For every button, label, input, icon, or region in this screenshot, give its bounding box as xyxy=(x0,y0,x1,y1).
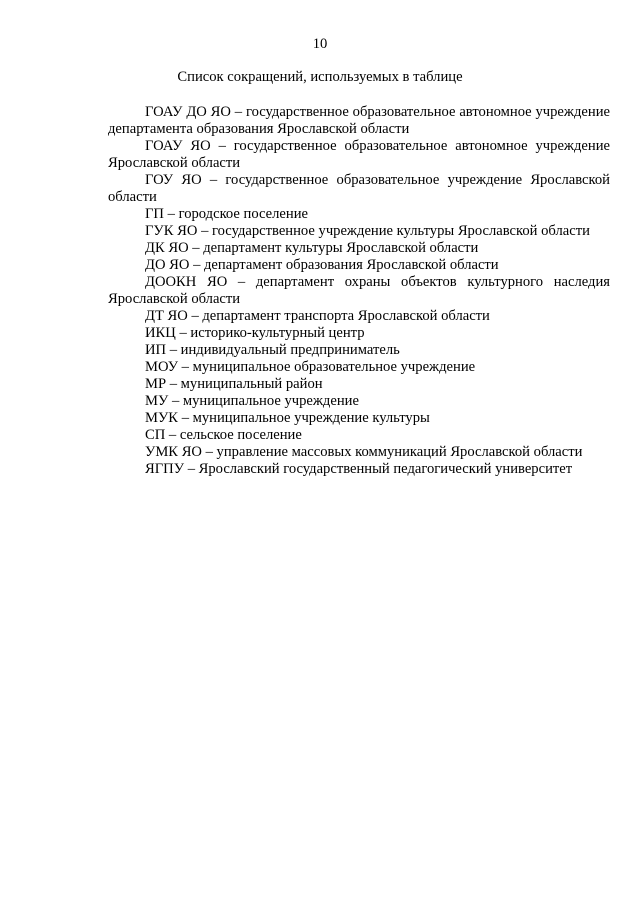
list-item: ГОУ ЯО – государственное образовательное учреждение Ярославской области xyxy=(108,172,610,205)
list-item: ИКЦ – историко-культурный центр xyxy=(145,325,365,341)
list-item: ДТ ЯО – департамент транспорта Ярославской области xyxy=(145,308,490,324)
list-item: ЯГПУ – Ярославский государственный педагогический университет xyxy=(145,461,573,477)
page-title: Список сокращений, используемых в таблице xyxy=(177,69,463,85)
page-number: 10 xyxy=(312,36,328,52)
list-item: МУК – муниципальное учреждение культуры xyxy=(145,410,430,426)
list-item: УМК ЯО – управление массовых коммуникаций Ярославской области xyxy=(145,444,583,460)
abbreviation-list xyxy=(108,104,610,478)
list-item: ДО ЯО – департамент образования Ярославской области xyxy=(145,257,499,273)
list-item: ИП – индивидуальный предприниматель xyxy=(145,342,400,358)
list-item: ГОАУ ДО ЯО – государственное образовательное автономное учреждение департамента образования Ярославской области xyxy=(108,104,610,137)
list-item: ДК ЯО – департамент культуры Ярославской области xyxy=(145,240,479,256)
list-item: МУ – муниципальное учреждение xyxy=(145,393,359,409)
list-item: МР – муниципальный район xyxy=(145,376,323,392)
list-item: ГП – городское поселение xyxy=(145,206,308,222)
list-item: ГОАУ ЯО – государственное образовательное автономное учреждение Ярославской области xyxy=(108,138,610,171)
list-item: СП – сельское поселение xyxy=(145,427,302,443)
list-item: ГУК ЯО – государственное учреждение культуры Ярославской области xyxy=(145,223,590,239)
list-item: МОУ – муниципальное образовательное учреждение xyxy=(145,359,476,375)
list-item: ДООКН ЯО – департамент охраны объектов культурного наследия Ярославской области xyxy=(108,274,610,307)
